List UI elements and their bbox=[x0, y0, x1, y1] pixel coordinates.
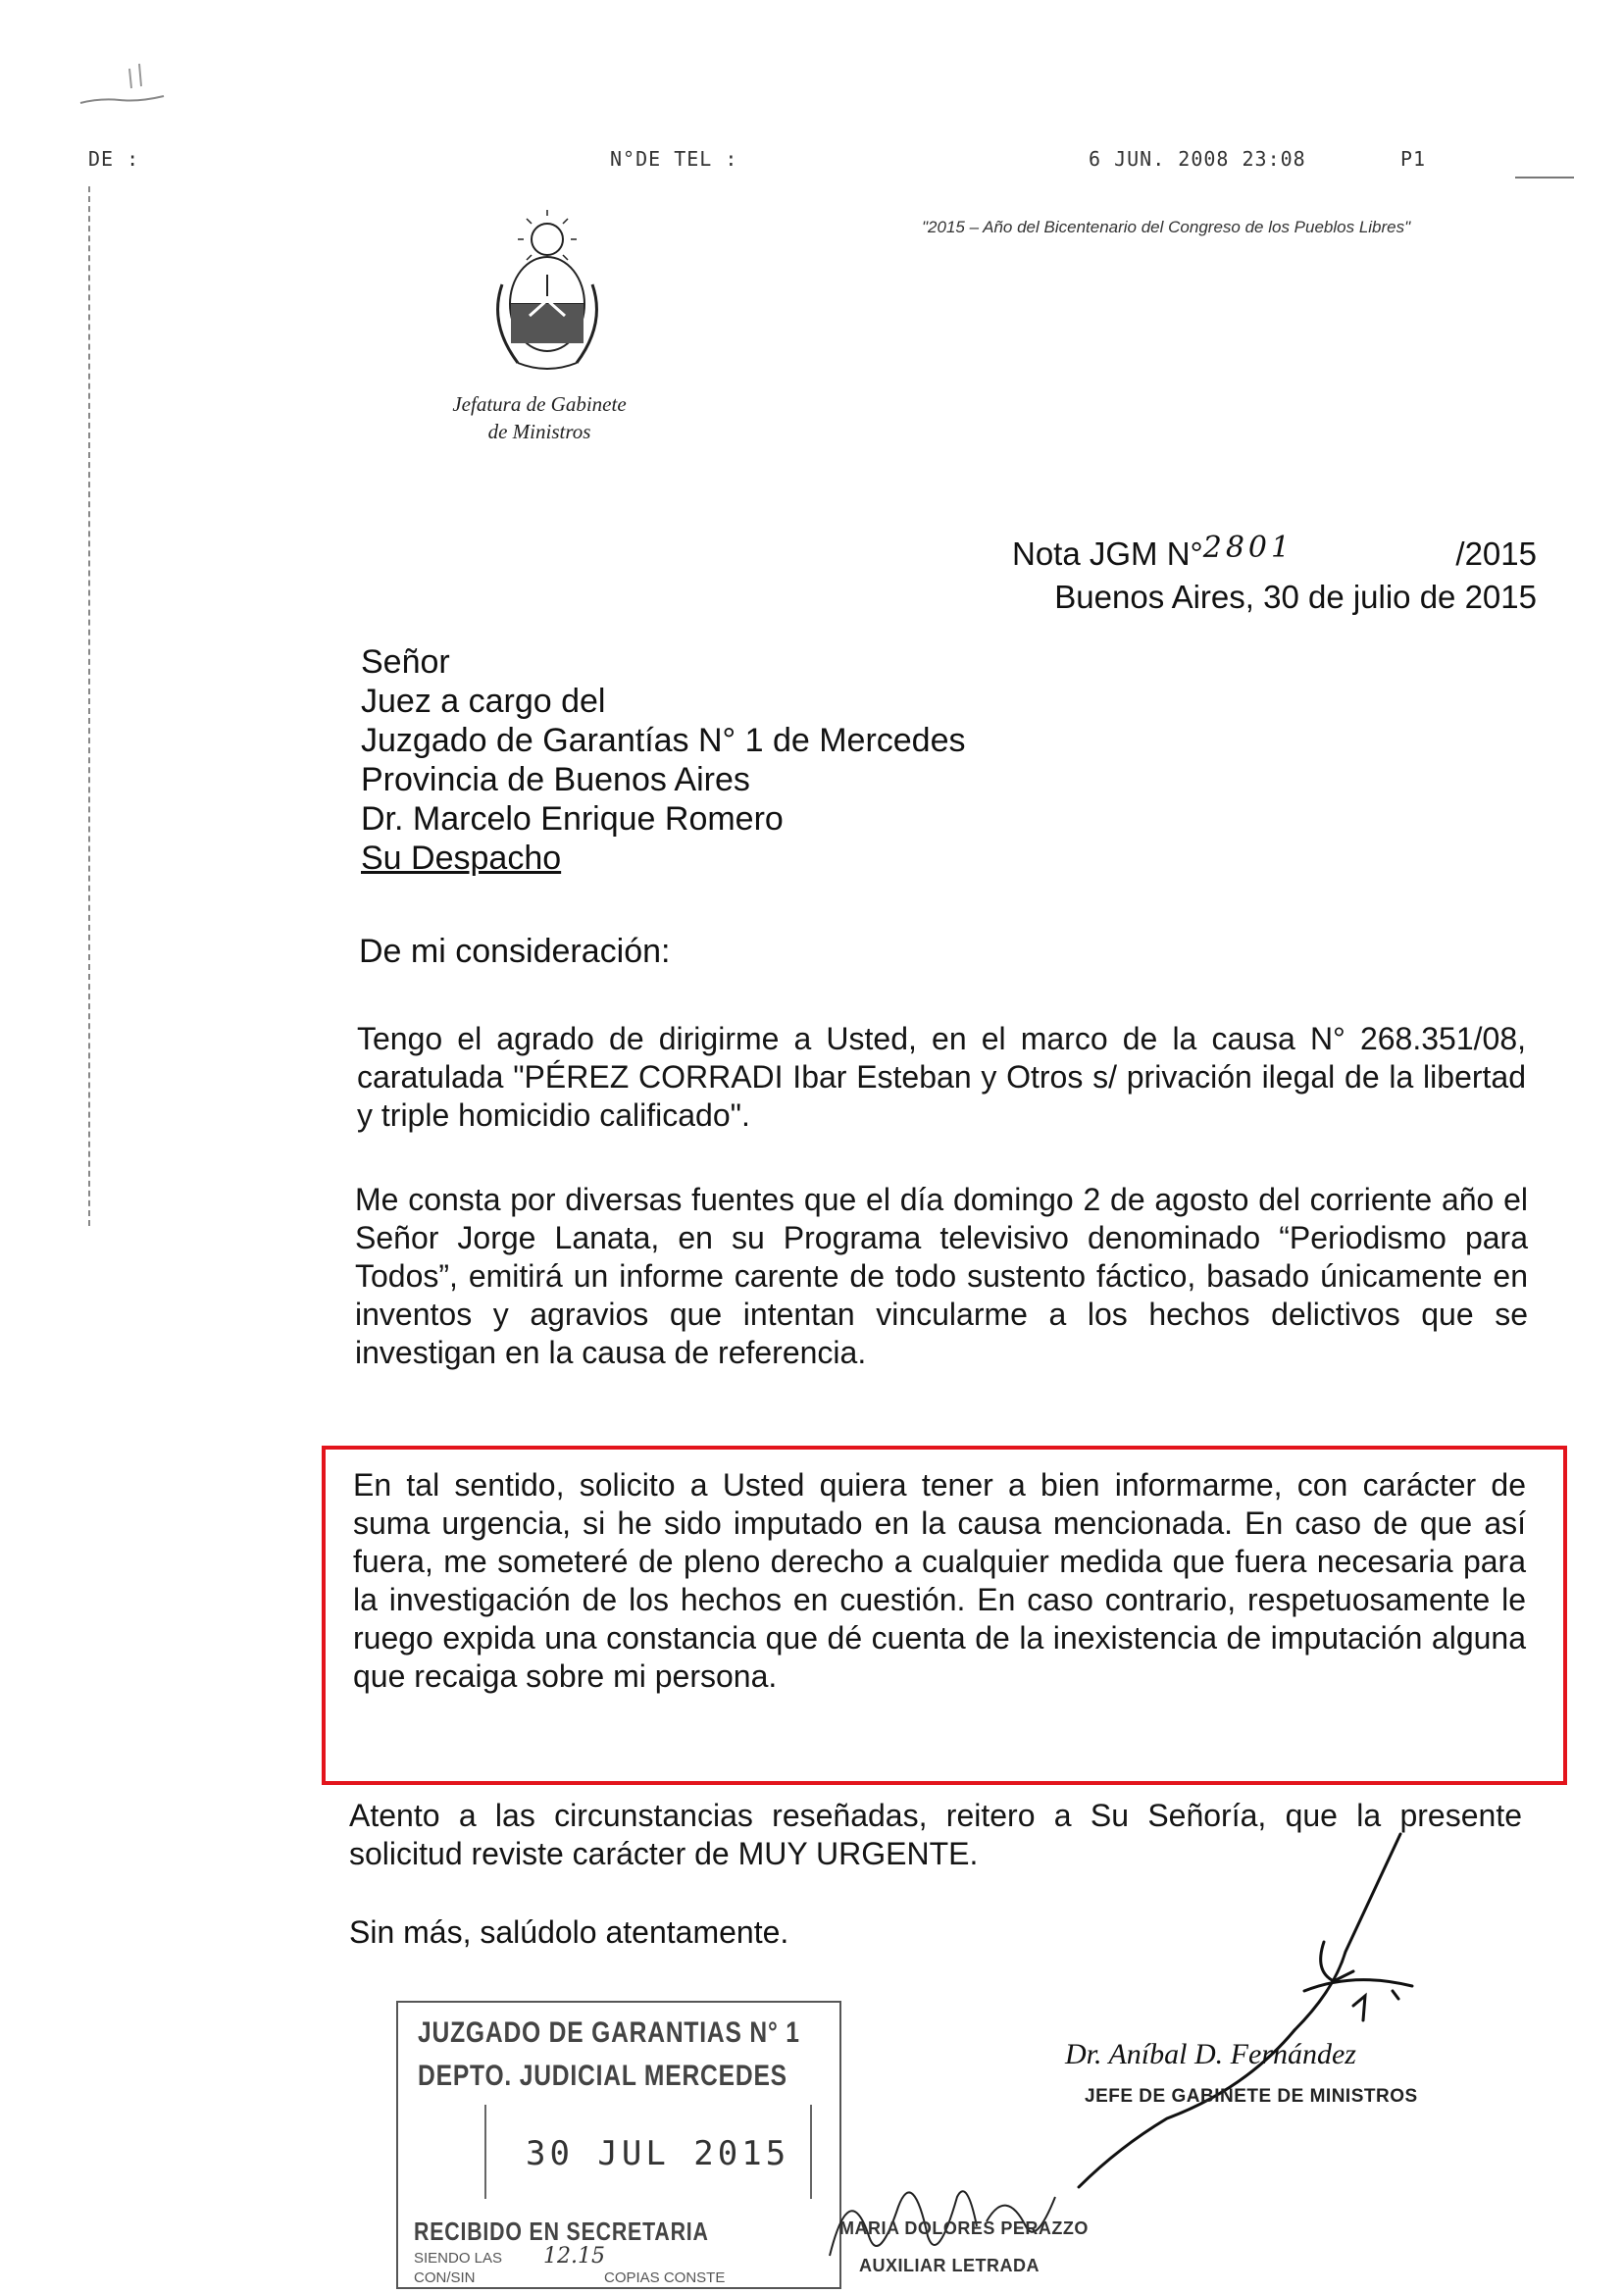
court-stamp-date: 30 JUL 2015 bbox=[526, 2134, 790, 2173]
greeting: De mi consideración: bbox=[359, 933, 671, 970]
closing: Sin más, salúdolo atentamente. bbox=[349, 1914, 789, 1950]
handwritten-signature-icon bbox=[1000, 1824, 1432, 2197]
court-stamp bbox=[396, 2001, 841, 2289]
clerk-role: AUXILIAR LETRADA bbox=[859, 2256, 1040, 2275]
clerk-name: MARIA DOLORES PERAZZO bbox=[839, 2218, 1089, 2238]
court-stamp-line2: DEPTO. JUDICIAL MERCEDES bbox=[418, 2060, 787, 2092]
note-number-handwritten: 2801 bbox=[1202, 531, 1294, 565]
court-stamp-date-box bbox=[484, 2105, 812, 2199]
addressee-block bbox=[361, 642, 1047, 878]
office-line1: Jefatura de Gabinete bbox=[452, 392, 627, 416]
addressee-line6: Su Despacho bbox=[361, 840, 562, 877]
paragraph-2: Me consta por diversas fuentes que el día domingo 2 de agosto del corriente año el Señor Jorge Lanata, en su Programa televisivo denominado “Periodismo para Todos”, emitirá un informe carente de todo sustento fáctico, basado únicamente en inventos y agravios que intentan vincularme a los hechos delictivos que se investigan en la causa de referencia. bbox=[355, 1182, 1528, 1370]
margin-artifact-line bbox=[88, 186, 90, 1226]
court-stamp-received: RECIBIDO EN SECRETARIA bbox=[414, 2217, 709, 2246]
court-stamp-hour-value: 12.15 bbox=[543, 2244, 605, 2269]
note-prefix: Nota JGM N° bbox=[1012, 535, 1203, 572]
addressee-line1: Señor bbox=[361, 643, 450, 681]
coat-of-arms-icon bbox=[479, 206, 616, 378]
paragraph-3: En tal sentido, solicito a Usted quiera tener a bien informarme, con carácter de suma urgencia, si he sido imputado en la causa mencionada. En caso de que así fuera, me someteré de pleno derecho a cualquier medida que fuera necesaria para la investigación de los hechos en cuestión. En caso contrario, respetuosamente le ruego expida una constancia que dé cuenta de la inexistencia de imputación alguna que recaiga sobre mi persona. bbox=[353, 1467, 1526, 1694]
signatory-title: JEFE DE GABINETE DE MINISTROS bbox=[1085, 2086, 1418, 2107]
paragraph-4: Atento a las circunstancias reseñadas, reitero a Su Señoría, que la presente solicitud reviste carácter de MUY URGENTE. bbox=[349, 1798, 1522, 1871]
addressee-line4: Provincia de Buenos Aires bbox=[361, 761, 750, 798]
office-name bbox=[412, 390, 667, 445]
court-stamp-line1: JUZGADO DE GARANTIAS N° 1 bbox=[418, 2016, 800, 2049]
fax-datetime: 6 JUN. 2008 23:08 bbox=[1089, 147, 1306, 171]
fax-mark bbox=[1515, 177, 1574, 178]
addressee-line3: Juzgado de Garantías N° 1 de Mercedes bbox=[361, 722, 966, 759]
addressee-line5: Dr. Marcelo Enrique Romero bbox=[361, 800, 784, 838]
paragraph-1: Tengo el agrado de dirigirme a Usted, en el marco de la causa N° 268.351/08, caratulada "PÉREZ CORRADI Ibar Esteban y Otros s/ privación ilegal de la libertad y triple homicidio calificado". bbox=[357, 1021, 1526, 1133]
addressee-line2: Juez a cargo del bbox=[361, 683, 606, 720]
fax-tel-label: N°DE TEL : bbox=[610, 147, 738, 171]
signatory-name: Dr. Aníbal D. Fernández bbox=[1065, 2038, 1356, 2070]
court-stamp-copies-label: COPIAS CONSTE bbox=[604, 2269, 726, 2286]
court-stamp-hour-label: SIENDO LAS bbox=[414, 2250, 503, 2267]
year-motto: "2015 – Año del Bicentenario del Congreso de los Pueblos Libres" bbox=[922, 218, 1411, 236]
note-year: /2015 bbox=[1455, 535, 1537, 572]
office-line2: de Ministros bbox=[487, 420, 591, 443]
corner-scribble-icon bbox=[71, 59, 178, 127]
court-stamp-with-label: CON/SIN bbox=[414, 2269, 476, 2286]
place-date: Buenos Aires, 30 de julio de 2015 bbox=[1054, 579, 1537, 615]
note-reference bbox=[1012, 531, 1537, 579]
fax-page: P1 bbox=[1400, 147, 1427, 171]
fax-from-label: DE : bbox=[88, 147, 140, 171]
